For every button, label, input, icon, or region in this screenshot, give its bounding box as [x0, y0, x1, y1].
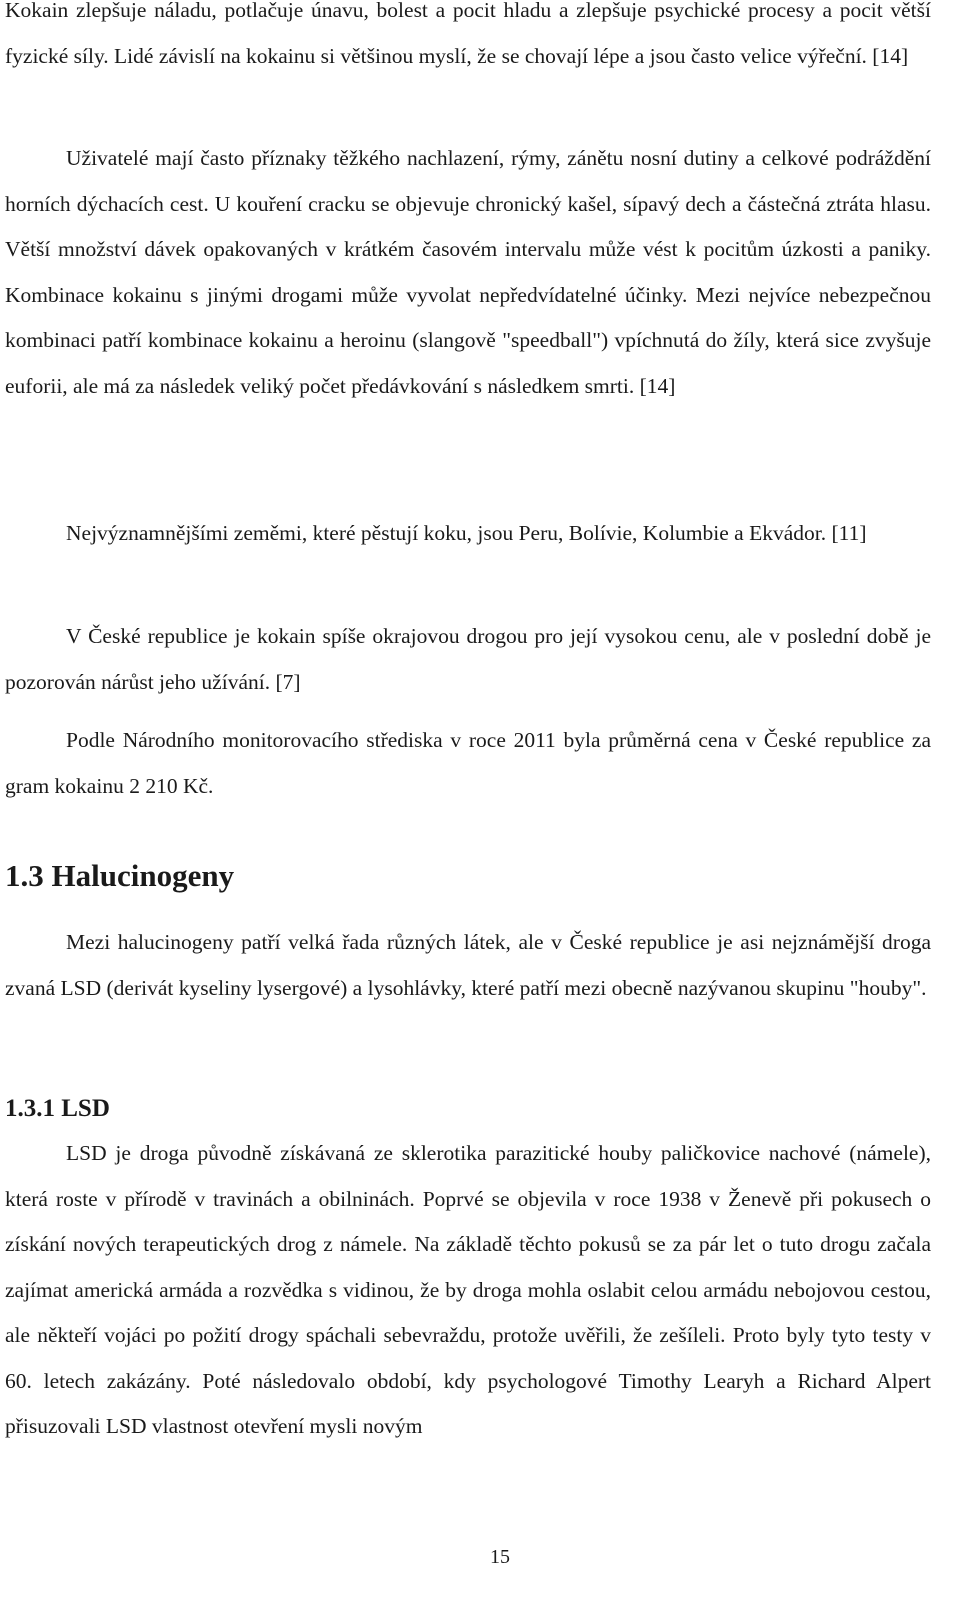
paragraph-kokain-effects: Kokain zlepšuje náladu, potlačuje únavu, bolest a pocit hladu a zlepšuje psychické procesy a pocit větší fyzické síly. Lidé závislí na kokainu si většinou myslí, že se chovají lépe a jsou často velice výřeční. [14] — [5, 0, 931, 68]
paragraph-czech-usage: V České republice je kokain spíše okrajovou drogou pro její vysokou cenu, ale v poslední době je pozorován nárůst jeho užívání. [7] — [5, 624, 931, 694]
section-heading-halucinogeny: 1.3 Halucinogeny — [5, 858, 235, 893]
paragraph-halucinogeny-intro: Mezi halucinogeny patří velká řada různých látek, ale v České republice je asi nejznámější droga zvaná LSD (derivát kyseliny lysergové) a lysohlávky, které patří mezi obecně nazývanou skupinu "houby". — [5, 930, 931, 1000]
paragraph-price: Podle Národního monitorovacího střediska v roce 2011 byla průměrná cena v České republice za gram kokainu 2 210 Kč. — [5, 728, 931, 798]
paragraph-symptoms: Uživatelé mají často příznaky těžkého nachlazení, rýmy, zánětu nosní dutiny a celkové podráždění horních dýchacích cest. U kouření cracku se objevuje chronický kašel, sípavý dech a částečná ztráta hlasu. Větší množství dávek opakovaných v krátkém časovém intervalu může vést k pocitům úzkosti a paniky. Kombinace kokainu s jinými drogami může vyvolat nepředvídatelné účinky. Mezi nejvíce nebezpečnou kombinaci patří kombinace kokainu a heroinu (slangově "speedball") vpíchnutá do žíly, která sice zvyšuje euforii, ale má za následek veliký počet předávkování s následkem smrti. [14] — [5, 146, 931, 398]
subsection-heading-lsd: 1.3.1 LSD — [5, 1095, 110, 1122]
paragraph-coca-countries: Nejvýznamnějšími zeměmi, které pěstují koku, jsou Peru, Bolívie, Kolumbie a Ekvádor. [11] — [66, 521, 867, 545]
paragraph-lsd-history: LSD je droga původně získávaná ze sklerotika parazitické houby paličkovice nachové (námele), která roste v přírodě v travinách a obilninách. Poprvé se objevila v roce 1938 v Ženevě při pokusech o získání nových terapeutických drog z námele. Na základě těchto pokusů se za pár let o tuto drogu začala zajímat americká armáda a rozvědka s vidinou, že by droga mohla oslabit celou armádu nebojovou cestou, ale někteří vojáci po požití drogy spáchali sebevraždu, protože uvěřili, že zešíleli. Proto byly tyto testy v 60. letech zakázány. Poté následovalo období, kdy psychologové Timothy Learyh a Richard Alpert přisuzovali LSD vlastnost otevření mysli novým — [5, 1141, 931, 1438]
page-number: 15 — [490, 1546, 510, 1568]
